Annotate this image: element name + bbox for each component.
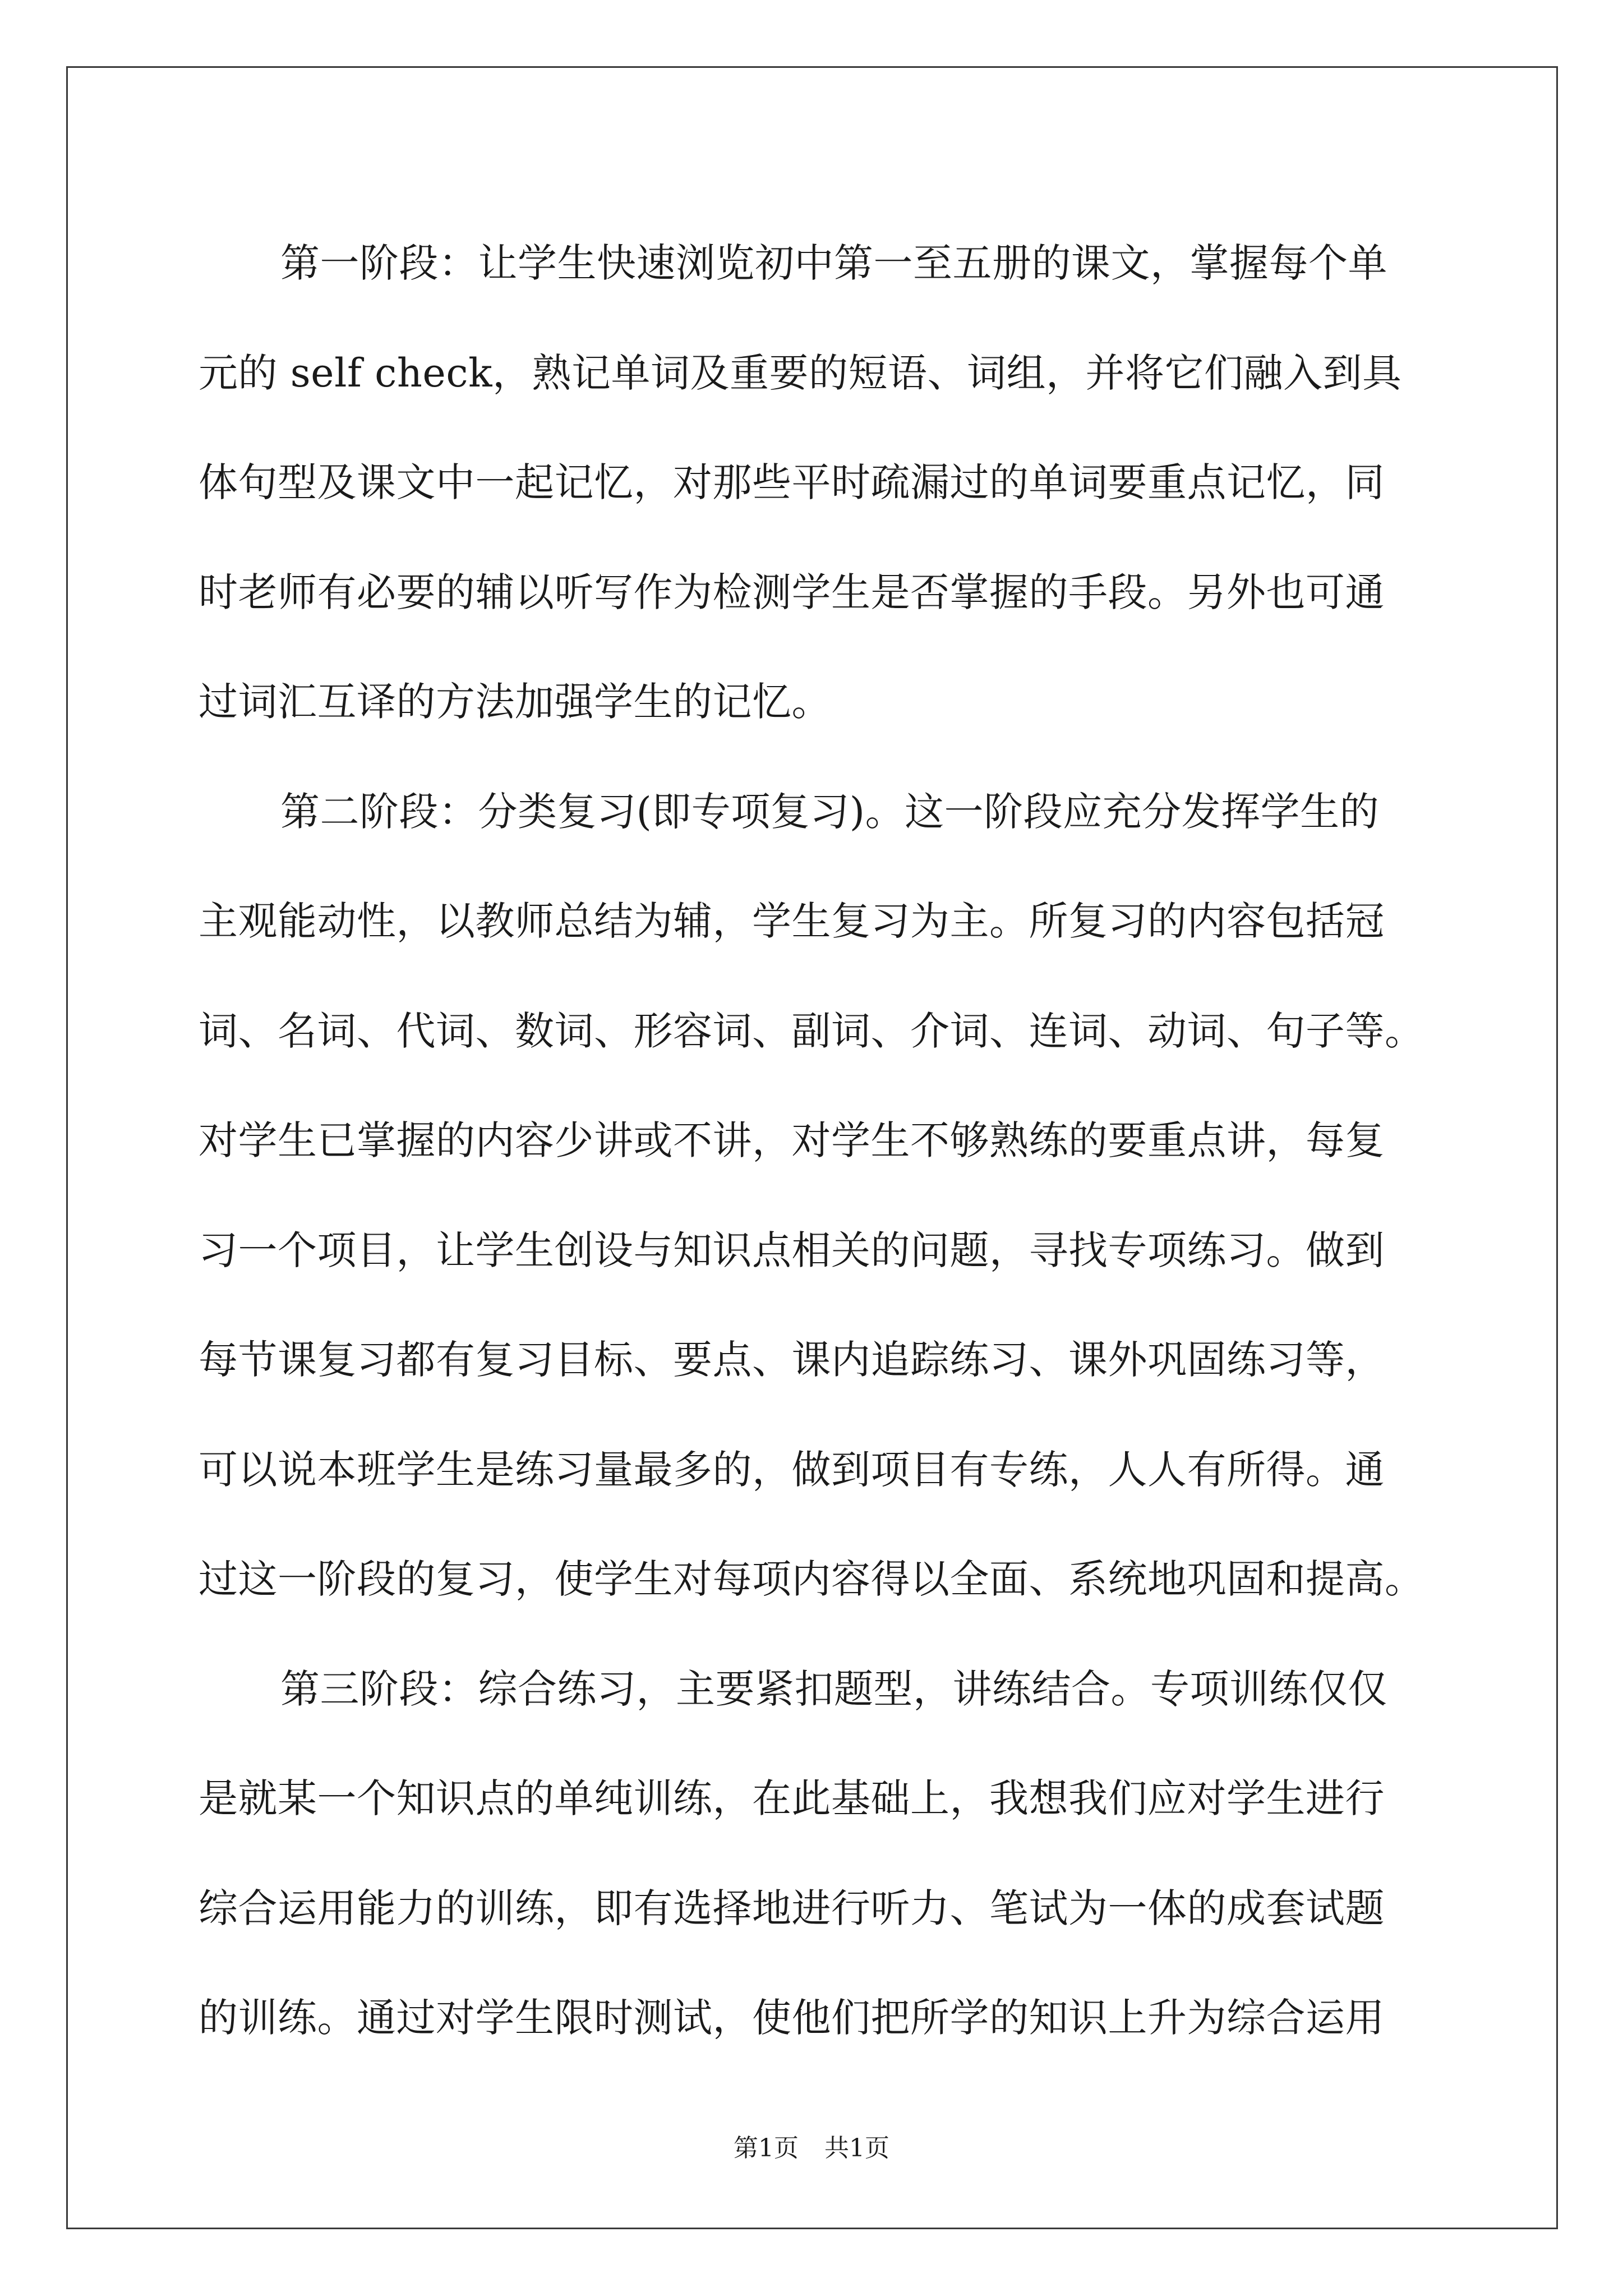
text-line: 是就某一个知识点的单纯训练，在此基础上，我想我们应对学生进行 xyxy=(199,1775,1385,1821)
text-line: 第二阶段：分类复习(即专项复习)。这一阶段应充分发挥学生的 xyxy=(280,788,1380,835)
text-line: 时老师有必要的辅以听写作为检测学生是否掌握的手段。另外也可通 xyxy=(199,569,1385,615)
text-line: 综合运用能力的训练，即有选择地进行听力、笔试为一体的成套试题 xyxy=(199,1885,1385,1931)
text-line: 对学生已掌握的内容少讲或不讲，对学生不够熟练的要重点讲，每复 xyxy=(199,1117,1385,1163)
text-line: 过这一阶段的复习，使学生对每项内容得以全面、系统地巩固和提高。 xyxy=(199,1556,1424,1602)
text-line: 第三阶段：综合练习，主要紧扣题型，讲练结合。专项训练仅仅 xyxy=(280,1665,1387,1712)
page-footer xyxy=(0,2128,1623,2164)
text-line: 的训练。通过对学生限时测试，使他们把所学的知识上升为综合运用 xyxy=(199,1995,1385,2041)
text-line: 主观能动性，以教师总结为辅，学生复习为主。所复习的内容包括冠 xyxy=(199,898,1385,944)
text-line: 过词汇互译的方法加强学生的记忆。 xyxy=(199,679,831,725)
document-body xyxy=(199,209,1427,2073)
text-line: 可以说本班学生是练习量最多的，做到项目有专练，人人有所得。通 xyxy=(199,1446,1385,1493)
text-line: 词、名词、代词、数词、形容词、副词、介词、连词、动词、句子等。 xyxy=(199,1007,1424,1054)
text-line: 习一个项目，让学生创设与知识点相关的问题，寻找专项练习。做到 xyxy=(199,1227,1385,1273)
text-line: 体句型及课文中一起记忆，对那些平时疏漏过的单词要重点记忆，同 xyxy=(199,459,1385,505)
page-count: 共1页 xyxy=(824,2134,889,2162)
page-number: 第1页 xyxy=(734,2134,799,2162)
text-line: 第一阶段：让学生快速浏览初中第一至五册的课文，掌握每个单 xyxy=(280,240,1387,286)
text-line: 元的 self check，熟记单词及重要的短语、词组，并将它们融入到具 xyxy=(199,349,1402,396)
text-line: 每节课复习都有复习目标、要点、课内追踪练习、课外巩固练习等， xyxy=(199,1337,1385,1383)
